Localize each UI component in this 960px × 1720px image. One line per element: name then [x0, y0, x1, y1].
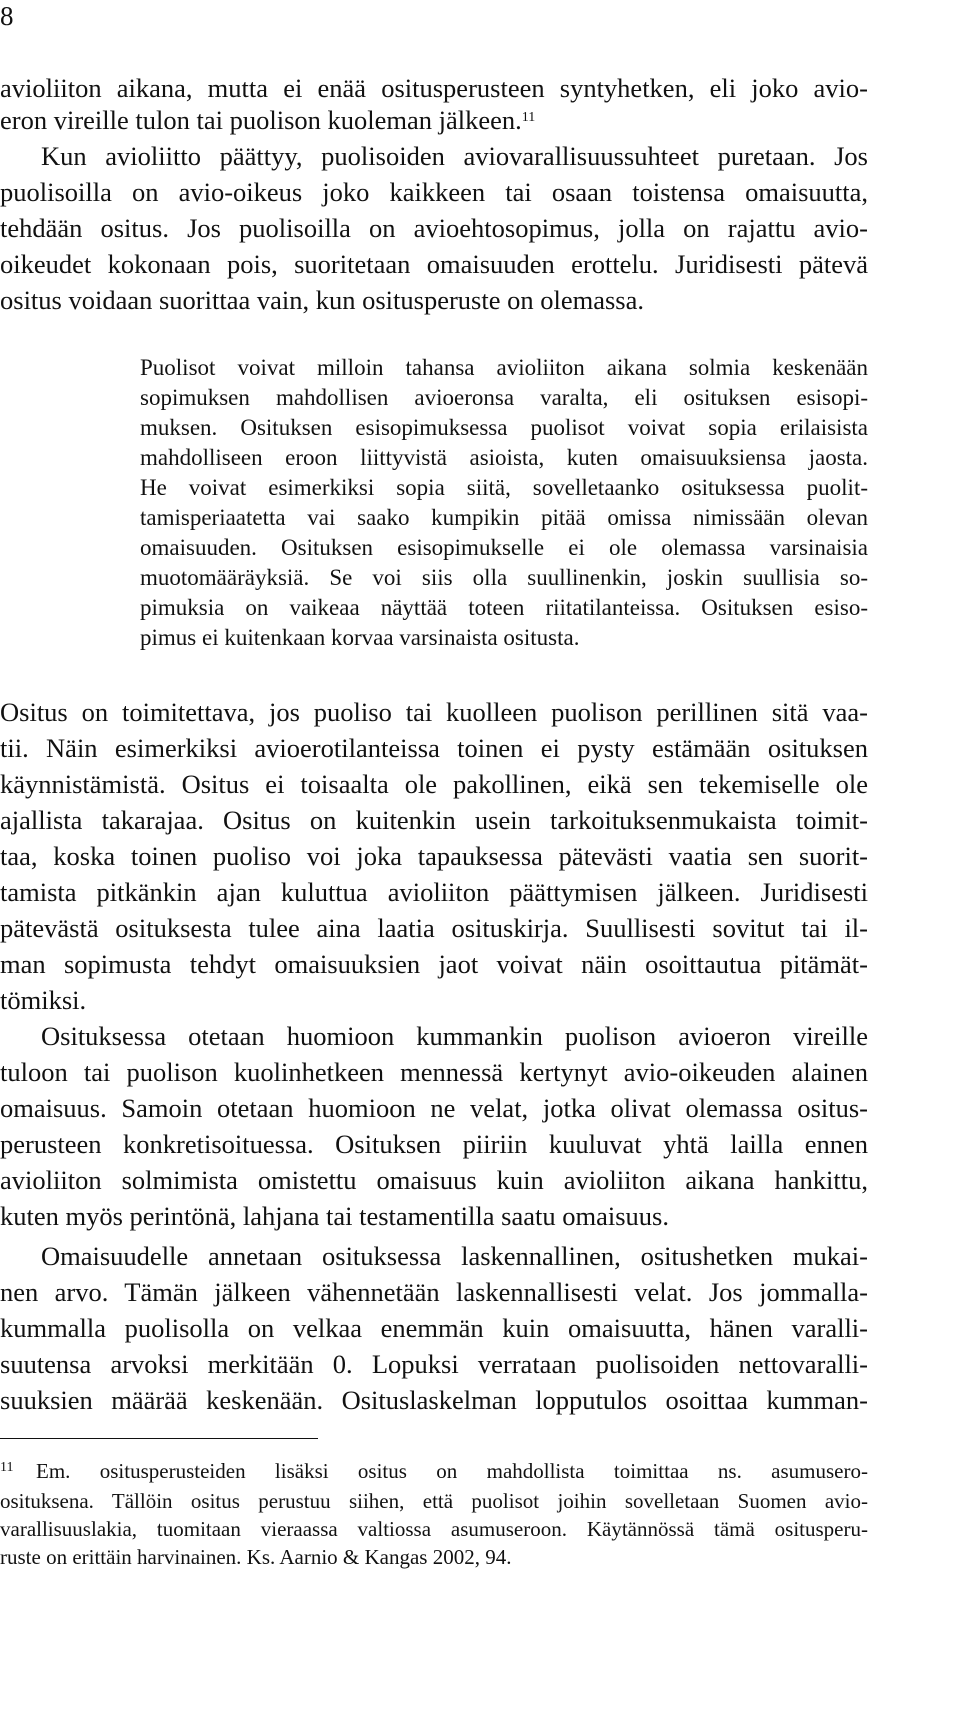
text-line: avioliiton solmimista omistettu omaisuus kuin avioliiton aikana hankittu, — [0, 1165, 868, 1195]
text-line: avioliiton aikana, mutta ei enää ositusperusteen syntyhetken, eli joko avio- — [0, 73, 868, 103]
footnote-separator — [0, 1438, 318, 1439]
text-line: omaisuus. Samoin otetaan huomioon ne velat, jotka olivat olemassa ositus- — [0, 1093, 868, 1123]
text-line: kuten myös perintönä, lahjana tai testamentilla saatu omaisuus. — [0, 1201, 669, 1231]
quote-line: pimuksia on vaikeaa näyttää toteen riitatilanteissa. Osituksen esiso- — [140, 595, 868, 620]
footnote-line: varallisuuslakia, tuomitaan vieraassa valtiossa asumuseroon. Käytännössä tämä ositusperu- — [0, 1517, 868, 1541]
quote-line: mahdolliseen eroon liittyvistä asioista, kuten omaisuuksiensa jaosta. — [140, 445, 868, 470]
text-line: perusteen konkretisoituessa. Osituksen piiriin kuuluvat yhtä lailla ennen — [0, 1129, 868, 1159]
quote-line: He voivat esimerkiksi sopia siitä, sovelletaanko osituksessa puolit- — [140, 475, 868, 500]
text-line: tamista pitkänkin ajan kuluttua avioliiton päättymisen jälkeen. Juridisesti — [0, 877, 868, 907]
text-line: taa, koska toinen puoliso voi joka tapauksessa pätevästi vaatia sen suorit- — [0, 841, 868, 871]
text-line: puolisoilla on avio-oikeus joko kaikkeen tai osaan toistensa omaisuutta, — [0, 177, 868, 207]
footnote-text: Em. ositusperusteiden lisäksi ositus on mahdollista toimittaa ns. asumusero- — [36, 1459, 868, 1483]
text-segment: eron vireille tulon tai puolison kuoleman jälkeen. — [0, 105, 522, 135]
text-line: tii. Näin esimerkiksi avioerotilanteissa toinen ei pysty estämään osituksen — [0, 733, 868, 763]
text-line: nen arvo. Tämän jälkeen vähennetään laskennallisesti velat. Jos jommalla- — [0, 1277, 868, 1307]
page-number: 8 — [0, 1, 14, 31]
footnote-line: osituksena. Tällöin ositus perustuu siihen, että puolisot joihin sovelletaan Suomen avio- — [0, 1489, 868, 1513]
text-line: oikeudet kokonaan pois, suoritetaan omaisuuden erottelu. Juridisesti pätevä — [0, 249, 868, 279]
footnote-line: ruste on erittäin harvinainen. Ks. Aarnio & Kangas 2002, 94. — [0, 1545, 512, 1569]
text-line: ajallista takarajaa. Ositus on kuitenkin usein tarkoituksenmukaista toimit- — [0, 805, 868, 835]
text-line: Omaisuudelle annetaan osituksessa laskennallinen, ositushetken mukai- — [41, 1241, 868, 1271]
footnote-number: 11 — [0, 1460, 14, 1475]
text-line: pätevästä osituksesta tulee aina laatia osituskirja. Suullisesti sovitut tai il- — [0, 913, 868, 943]
text-line: tuloon tai puolison kuolinhetkeen mennessä kertynyt avio-oikeuden alainen — [0, 1057, 868, 1087]
text-line: suuksien määrää keskenään. Osituslaskelman lopputulos osoittaa kumman- — [0, 1385, 868, 1415]
footnote-reference[interactable]: 11 — [521, 110, 536, 125]
text-line: ositus voidaan suorittaa vain, kun ositusperuste on olemassa. — [0, 285, 644, 315]
footnote-line — [0, 1458, 868, 1484]
quote-line: muotomääräyksiä. Se voi siis olla suullinenkin, joskin suullisia so- — [140, 565, 868, 590]
quote-line: pimus ei kuitenkaan korvaa varsinaista ositusta. — [140, 625, 580, 650]
quote-line: omaisuuden. Osituksen esisopimukselle ei ole olemassa varsinaisia — [140, 535, 868, 560]
text-line: suutensa arvoksi merkitään 0. Lopuksi verrataan puolisoiden nettovaralli- — [0, 1349, 868, 1379]
text-line: Osituksessa otetaan huomioon kummankin puolison avioeron vireille — [41, 1021, 868, 1051]
text-line: tehdään ositus. Jos puolisoilla on avioehtosopimus, jolla on rajattu avio- — [0, 213, 868, 243]
quote-line: muksen. Osituksen esisopimuksessa puolisot voivat sopia erilaisista — [140, 415, 868, 440]
quote-line: Puolisot voivat milloin tahansa avioliiton aikana solmia keskenään — [140, 355, 868, 380]
text-line — [0, 104, 868, 136]
text-line: tömiksi. — [0, 985, 87, 1015]
text-line: Ositus on toimitettava, jos puoliso tai kuolleen puolison perillinen sitä vaa- — [0, 697, 868, 727]
quote-line: sopimuksen mahdollisen avioeronsa varalta, eli osituksen esisopi- — [140, 385, 868, 410]
text-line: man sopimusta tehdyt omaisuuksien jaot voivat näin osoittautua pitämät- — [0, 949, 868, 979]
text-line: käynnistämistä. Ositus ei toisaalta ole pakollinen, eikä sen tekemiselle ole — [0, 769, 868, 799]
text-line: Kun avioliitto päättyy, puolisoiden aviovarallisuussuhteet puretaan. Jos — [41, 141, 868, 171]
text-line: kummalla puolisolla on velkaa enemmän kuin omaisuutta, hänen varalli- — [0, 1313, 868, 1343]
quote-line: tamisperiaatetta vai saako kumpikin pitää omissa nimissään olevan — [140, 505, 868, 530]
